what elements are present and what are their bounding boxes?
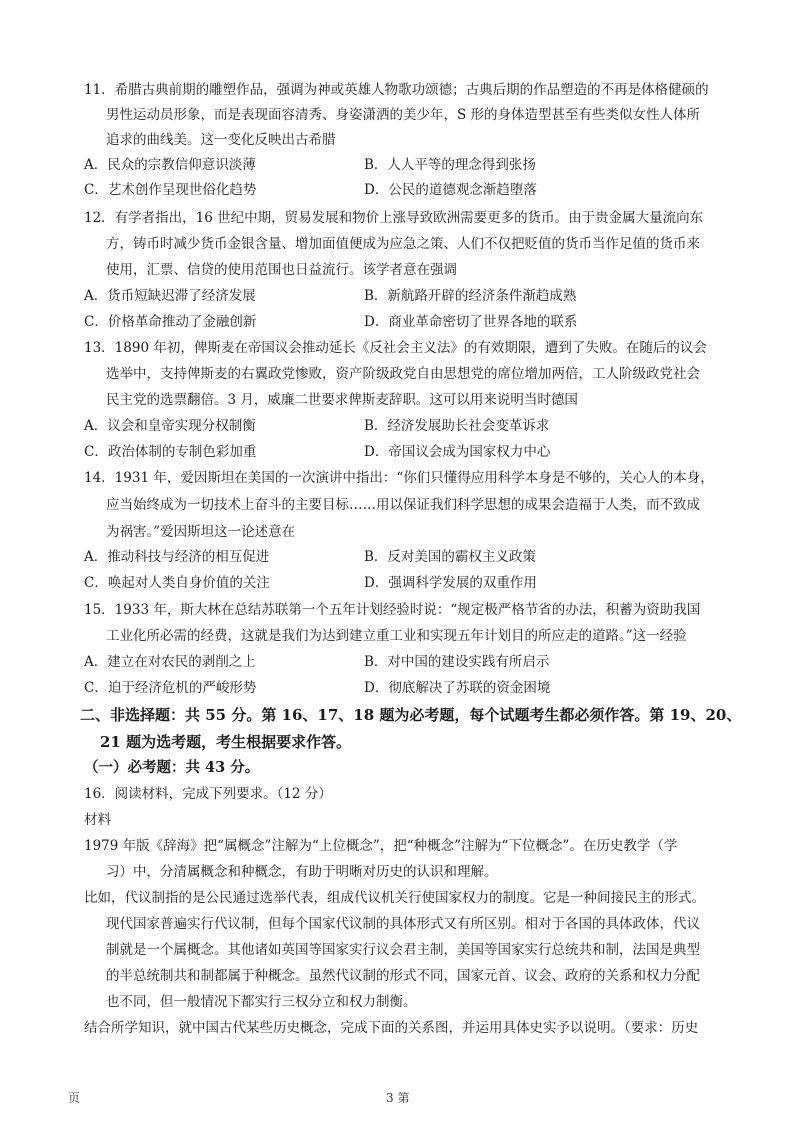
q16-heading: 16．阅读材料，完成下列要求。（12 分） [84,786,332,802]
q12-stem-line-3: 使用，汇票、信贷的使用范围也日益流行。该学者意在强调 [106,262,457,278]
q16-material-p2-line-2: 现代国家普遍实行代议制，但每个国家代议制的具体形式又有所区别。相对于各国的具体政体，代议 [106,916,700,932]
q12-stem-line-2: 方，铸币时减少货币金银含量、增加面值便成为应急之策、人们不仅把贬值的货币当作足值的货币来 [106,236,700,252]
q16-material-p2-line-5: 也不同，但一般情况下都实行三权分立和权力制衡。 [106,994,417,1010]
q15-option-c: C．迫于经济危机的严峻形势 [84,680,257,696]
q12-stem-line-1: 12．有学者指出，16 世纪中期，贸易发展和物价上涨导致欧洲需要更多的货币。由于贵金属大量流向东 [84,210,704,226]
q14-option-c: C．唤起对人类自身价值的关注 [84,575,270,591]
section-2-heading-line-1: 二、非选择题：共 55 分。第 16、17、18 题为必考题，每个试题考生都必须作答。第 19、20、 [80,706,742,724]
footer-page-number: 3 第 [386,1091,410,1105]
q11-option-d: D．公民的道德观念渐趋堕落 [364,182,537,198]
q11-option-b: B．人人平等的理念得到张扬 [364,157,536,173]
q15-option-d: D．彻底解决了苏联的资金困境 [364,680,551,696]
q14-stem-line-3: 为祸害。”爱因斯坦这一论述意在 [106,524,296,540]
q13-option-a: A．议会和皇帝实现分权制衡 [84,418,256,434]
q12-option-c: C．价格革命推动了金融创新 [84,314,257,330]
q11-stem-line-1: 11．希腊古典前期的雕塑作品，强调为神或英雄人物歌功颂德；古典后期的作品塑造的不再是体格健硕的 [84,82,709,98]
q14-option-d: D．强调科学发展的双重作用 [364,575,537,591]
q15-option-a: A．建立在对农民的剥削之上 [84,654,256,670]
q12-option-d: D．商业革命密切了世界各地的联系 [364,314,578,330]
footer-page-label: 页 [68,1091,81,1105]
q13-option-c: C．政治体制的专制色彩加重 [84,444,257,460]
q11-option-c: C．艺术创作呈现世俗化趋势 [84,182,257,198]
q16-material-p2-line-1: 比如，代议制指的是公民通过选举代表，组成代议机关行使国家权力的制度。它是一种间接民主的形式。 [84,890,705,906]
q16-material-p2-line-4: 的半总统制共和制都属于种概念。虽然代议制的形式不同，国家元首、议会、政府的关系和权力分配 [106,968,700,984]
section-2-heading-line-2: 21 题为选考题，考生根据要求作答。 [100,733,352,751]
q13-option-b: B．经济发展助长社会变革诉求 [364,418,550,434]
q12-option-a: A．货币短缺迟滞了经济发展 [84,288,256,304]
section-2-subheading: （一）必考题：共 43 分。 [84,759,260,776]
q14-stem-line-1: 14．1931 年，爱因斯坦在美国的一次演讲中指出：“你们只懂得应用科学本身是不够的，关心人的本身， [84,470,714,486]
q13-stem-line-2: 选举中，支持俾斯麦的右翼政党惨败，资产阶级政党自由思想党的席位增加两倍，工人阶级政党社会 [106,366,700,382]
q13-option-d: D．帝国议会成为国家权力中心 [364,444,551,460]
q15-option-b: B．对中国的建设实践有所启示 [364,654,550,670]
q11-option-a: A．民众的宗教信仰意识淡薄 [84,157,256,173]
q16-material-p1-line-2: 习）中，分清属概念和种概念，有助于明晰对历史的认识和理解。 [106,864,498,880]
q11-stem-line-3: 追求的曲线美。这一变化反映出古希腊 [106,132,336,148]
q14-option-a: A．推动科技与经济的相互促进 [84,549,270,565]
q13-stem-line-1: 13．1890 年初，俾斯麦在帝国议会推动延长《反社会主义法》的有效期限，遭到了失败。在随后的议会 [84,340,707,356]
q16-material-label: 材料 [84,812,111,828]
q16-task-line-1: 结合所学知识，就中国古代某些历史概念，完成下面的关系图，并运用具体史实予以说明。（要求：历史 [84,1020,699,1036]
q13-stem-line-3: 民主党的选票翻倍。3 月，威廉二世要求俾斯麦辞职。这可以用来说明当时德国 [106,392,578,408]
q16-material-p1-line-1: 1979 年版《辞海》把“属概念”注解为“上位概念”，把“种概念”注解为“下位概念”。在历史教学（学 [84,838,678,854]
q16-material-p2-line-3: 制就是一个属概念。其他诸如英国等国家实行议会君主制，美国等国家实行总统共和制，法国是典型 [106,942,700,958]
q14-option-b: B．反对美国的霸权主义政策 [364,549,536,565]
q14-stem-line-2: 应当始终成为一切技术上奋斗的主要目标……用以保证我们科学思想的成果会造福于人类，而不致成 [106,497,700,513]
q11-stem-line-2: 男性运动员形象，而是表现面容清秀、身姿潇洒的美少年，S 形的身体造型甚至有些类似女性人体所 [106,107,701,123]
q12-option-b: B．新航路开辟的经济条件渐趋成熟 [364,288,577,304]
q15-stem-line-1: 15．1933 年，斯大林在总结苏联第一个五年计划经验时说：“规定极严格节省的办法，积蓄为资助我国 [84,602,701,618]
q15-stem-line-2: 工业化所必需的经费，这就是我们为达到建立重工业和实现五年计划目的所应走的道路。”这一经验 [106,628,687,644]
